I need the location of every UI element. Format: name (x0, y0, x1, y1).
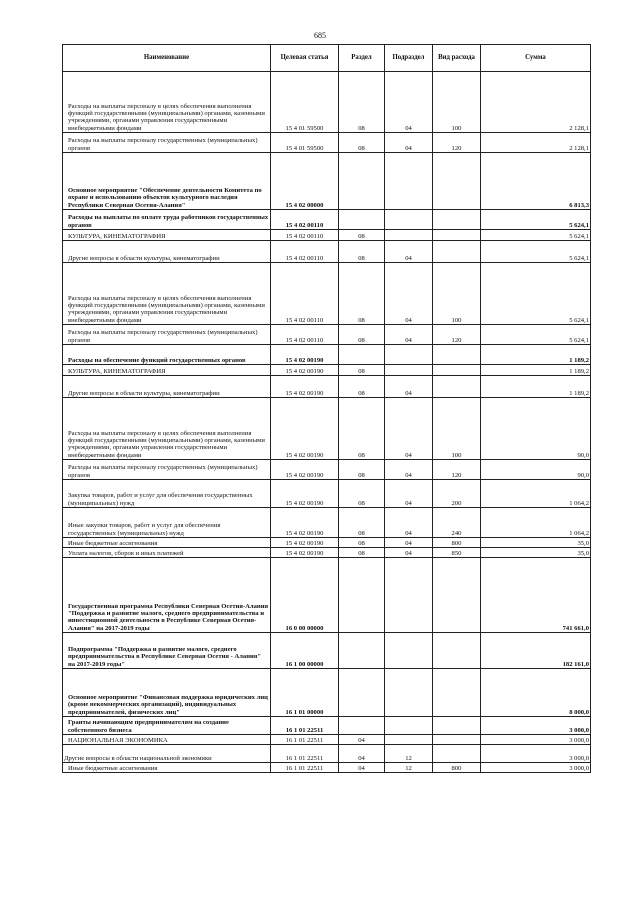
cell-name: Другие вопросы в области культуры, кинематографии (63, 241, 271, 263)
cell-expense-type: 120 (433, 133, 481, 153)
table-row (63, 263, 591, 325)
cell-name: Расходы на выплаты по оплате труда работников государственных органов (63, 210, 271, 230)
cell-subsection: 04 (385, 460, 433, 480)
cell-name: Иные бюджетные ассигнования (63, 538, 271, 548)
cell-expense-type: 100 (433, 398, 481, 460)
cell-section (339, 669, 385, 717)
cell-subsection: 04 (385, 508, 433, 538)
cell-section: 08 (339, 365, 385, 376)
cell-expense-type (433, 365, 481, 376)
header-expense-type: Вид расхода (433, 45, 481, 72)
cell-subsection: 12 (385, 763, 433, 773)
cell-subsection (385, 717, 433, 735)
table-row (63, 460, 591, 480)
cell-name: Расходы на обеспечение функций государственных органов (63, 345, 271, 365)
cell-sum: 1 189,2 (481, 345, 591, 365)
cell-section: 04 (339, 745, 385, 763)
cell-subsection: 04 (385, 325, 433, 345)
cell-section: 08 (339, 263, 385, 325)
table-row (63, 735, 591, 745)
cell-sum: 3 000,0 (481, 763, 591, 773)
table-row (63, 538, 591, 548)
table-row (63, 210, 591, 230)
cell-sum: 35,0 (481, 548, 591, 558)
cell-section (339, 717, 385, 735)
cell-name: Расходы на выплаты персоналу государственных (муниципальных) органов (63, 133, 271, 153)
table-row (63, 669, 591, 717)
cell-name: Основное мероприятие "Финансовая поддержка юридических лиц (кроме некоммерческих организаций), индивидуальных предпринимателей, физических лиц" (63, 669, 271, 717)
cell-name: Расходы на выплаты персоналу в целях обеспечения выполнения функций государственными (муниципальными) органами, казенными учреждениями, органами управления государственными внебюджетными фондами (63, 72, 271, 133)
cell-sum: 1 189,2 (481, 376, 591, 398)
table-row (63, 548, 591, 558)
cell-expense-type (433, 241, 481, 263)
cell-section: 08 (339, 460, 385, 480)
budget-table (62, 44, 591, 773)
cell-section: 08 (339, 133, 385, 153)
cell-section: 04 (339, 735, 385, 745)
cell-subsection (385, 210, 433, 230)
cell-subsection (385, 153, 433, 210)
cell-target: 15 4 02 00190 (271, 460, 339, 480)
cell-expense-type: 850 (433, 548, 481, 558)
cell-section: 08 (339, 376, 385, 398)
cell-sum: 182 161,0 (481, 633, 591, 669)
cell-subsection (385, 633, 433, 669)
table-row (63, 398, 591, 460)
cell-target: 16 0 00 00000 (271, 558, 339, 633)
table-row (63, 633, 591, 669)
cell-name: КУЛЬТУРА, КИНЕМАТОГРАФИЯ (63, 230, 271, 241)
cell-name: Основное мероприятие "Обеспечение деятельности Комитета по охране и использованию объектов культурного наследия Республики Северная Осетия-Алания" (63, 153, 271, 210)
cell-expense-type: 800 (433, 763, 481, 773)
cell-name: Подпрограмма "Поддержка и развитие малого, среднего предпринимательства в Республике Северная Осетия - Алания" на 2017-2019 годы" (63, 633, 271, 669)
cell-expense-type: 120 (433, 460, 481, 480)
cell-name: НАЦИОНАЛЬНАЯ ЭКОНОМИКА (63, 735, 271, 745)
table-row (63, 241, 591, 263)
cell-name: Гранты начинающим предпринимателям на создание собственного бизнеса (63, 717, 271, 735)
cell-expense-type: 120 (433, 325, 481, 345)
cell-target: 15 4 02 00110 (271, 325, 339, 345)
cell-subsection (385, 669, 433, 717)
cell-sum: 2 128,1 (481, 133, 591, 153)
cell-expense-type (433, 669, 481, 717)
cell-section (339, 153, 385, 210)
cell-target: 15 4 02 00190 (271, 398, 339, 460)
cell-section: 08 (339, 241, 385, 263)
cell-target: 15 4 02 00110 (271, 210, 339, 230)
cell-subsection: 04 (385, 480, 433, 508)
cell-subsection: 04 (385, 548, 433, 558)
cell-target: 15 4 01 59500 (271, 72, 339, 133)
cell-target: 15 4 02 00190 (271, 376, 339, 398)
cell-sum: 5 624,1 (481, 230, 591, 241)
cell-expense-type (433, 153, 481, 210)
table-row (63, 508, 591, 538)
cell-name: КУЛЬТУРА, КИНЕМАТОГРАФИЯ (63, 365, 271, 376)
cell-sum: 3 000,0 (481, 735, 591, 745)
cell-section: 08 (339, 72, 385, 133)
cell-target: 15 4 02 00000 (271, 153, 339, 210)
cell-name: Расходы на выплаты персоналу в целях обеспечения выполнения функций государственными (муниципальными) органами, казенными учреждениями, органами управления государственными внебюджетными фондами (63, 263, 271, 325)
cell-subsection: 04 (385, 241, 433, 263)
cell-sum: 90,0 (481, 460, 591, 480)
cell-target: 16 1 01 22511 (271, 717, 339, 735)
cell-target: 15 4 02 00190 (271, 508, 339, 538)
cell-section: 08 (339, 480, 385, 508)
cell-name: Другие вопросы в области национальной экономики (63, 745, 271, 763)
cell-expense-type (433, 745, 481, 763)
cell-target: 15 4 02 00190 (271, 345, 339, 365)
cell-target: 16 1 00 00000 (271, 633, 339, 669)
table-row (63, 345, 591, 365)
cell-sum: 1 064,2 (481, 508, 591, 538)
cell-section (339, 558, 385, 633)
cell-target: 15 4 02 00110 (271, 230, 339, 241)
cell-name: Другие вопросы в области культуры, кинематографии (63, 376, 271, 398)
cell-subsection: 12 (385, 745, 433, 763)
cell-subsection: 04 (385, 263, 433, 325)
cell-section: 08 (339, 538, 385, 548)
cell-target: 15 4 01 59500 (271, 133, 339, 153)
table-row (63, 745, 591, 763)
cell-sum: 5 624,1 (481, 325, 591, 345)
header-target: Целевая статья (271, 45, 339, 72)
cell-subsection: 04 (385, 133, 433, 153)
cell-target: 15 4 02 00190 (271, 538, 339, 548)
table-row (63, 72, 591, 133)
table-row (63, 717, 591, 735)
cell-expense-type (433, 558, 481, 633)
cell-subsection (385, 345, 433, 365)
cell-name: Расходы на выплаты персоналу государственных (муниципальных) органов (63, 460, 271, 480)
table-row (63, 558, 591, 633)
cell-sum: 2 128,1 (481, 72, 591, 133)
cell-subsection (385, 230, 433, 241)
cell-section: 08 (339, 508, 385, 538)
cell-sum: 741 661,0 (481, 558, 591, 633)
cell-name: Закупка товаров, работ и услуг для обеспечения государственных (муниципальных) нужд (63, 480, 271, 508)
cell-target: 16 1 01 22511 (271, 735, 339, 745)
cell-section (339, 633, 385, 669)
cell-subsection (385, 365, 433, 376)
cell-name: Иные закупки товаров, работ и услуг для обеспечения государственных (муниципальных) нужд (63, 508, 271, 538)
cell-expense-type: 200 (433, 480, 481, 508)
cell-expense-type: 800 (433, 538, 481, 548)
cell-expense-type: 240 (433, 508, 481, 538)
cell-expense-type (433, 376, 481, 398)
cell-expense-type: 100 (433, 72, 481, 133)
cell-target: 16 1 01 22511 (271, 763, 339, 773)
cell-subsection: 04 (385, 398, 433, 460)
cell-target: 15 4 02 00190 (271, 548, 339, 558)
cell-sum: 90,0 (481, 398, 591, 460)
header-section: Раздел (339, 45, 385, 72)
cell-name: Уплата налогов, сборов и иных платежей (63, 548, 271, 558)
cell-target: 15 4 02 00190 (271, 480, 339, 508)
table-row (63, 133, 591, 153)
cell-section: 04 (339, 763, 385, 773)
cell-sum: 3 000,0 (481, 745, 591, 763)
cell-sum: 1 189,2 (481, 365, 591, 376)
cell-name: Расходы на выплаты персоналу в целях обеспечения выполнения функций государственными (муниципальными) органами, казенными учреждениями, органами управления государственными внебюджетными фондами (63, 398, 271, 460)
cell-section: 08 (339, 548, 385, 558)
cell-sum: 3 000,0 (481, 717, 591, 735)
table-row (63, 365, 591, 376)
cell-expense-type (433, 717, 481, 735)
cell-subsection: 04 (385, 72, 433, 133)
cell-target: 15 4 02 00190 (271, 365, 339, 376)
cell-subsection: 04 (385, 376, 433, 398)
header-name: Наименование (63, 45, 271, 72)
cell-sum: 5 624,1 (481, 241, 591, 263)
cell-sum: 8 000,0 (481, 669, 591, 717)
cell-target: 16 1 01 22511 (271, 745, 339, 763)
cell-target: 16 1 01 00000 (271, 669, 339, 717)
cell-subsection: 04 (385, 538, 433, 548)
table-row (63, 763, 591, 773)
cell-expense-type (433, 633, 481, 669)
table-row (63, 230, 591, 241)
cell-name: Иные бюджетные ассигнования (63, 763, 271, 773)
cell-sum: 6 813,3 (481, 153, 591, 210)
cell-expense-type (433, 345, 481, 365)
page-number: 685 (314, 31, 326, 40)
cell-sum: 5 624,1 (481, 263, 591, 325)
header-sum: Сумма (481, 45, 591, 72)
table-row (63, 480, 591, 508)
cell-target: 15 4 02 00110 (271, 263, 339, 325)
table-row (63, 376, 591, 398)
cell-sum: 5 624,1 (481, 210, 591, 230)
cell-section (339, 345, 385, 365)
table-row (63, 325, 591, 345)
cell-name: Расходы на выплаты персоналу государственных (муниципальных) органов (63, 325, 271, 345)
cell-name: Государственная программа Республики Северная Осетия-Алания "Поддержка и развитие малого, среднего предпринимательства и инвестиционной деятельности в Республике Северная Осетия-Алания" на 2017-2019 годы (63, 558, 271, 633)
cell-sum: 35,0 (481, 538, 591, 548)
cell-expense-type (433, 230, 481, 241)
header-subsection: Подраздел (385, 45, 433, 72)
cell-section: 08 (339, 325, 385, 345)
cell-section: 08 (339, 398, 385, 460)
cell-expense-type (433, 210, 481, 230)
table-row (63, 153, 591, 210)
table-header-row (63, 45, 591, 72)
cell-section: 08 (339, 230, 385, 241)
cell-expense-type (433, 735, 481, 745)
cell-expense-type: 100 (433, 263, 481, 325)
cell-sum: 1 064,2 (481, 480, 591, 508)
cell-subsection (385, 558, 433, 633)
cell-section (339, 210, 385, 230)
cell-subsection (385, 735, 433, 745)
cell-target: 15 4 02 00110 (271, 241, 339, 263)
